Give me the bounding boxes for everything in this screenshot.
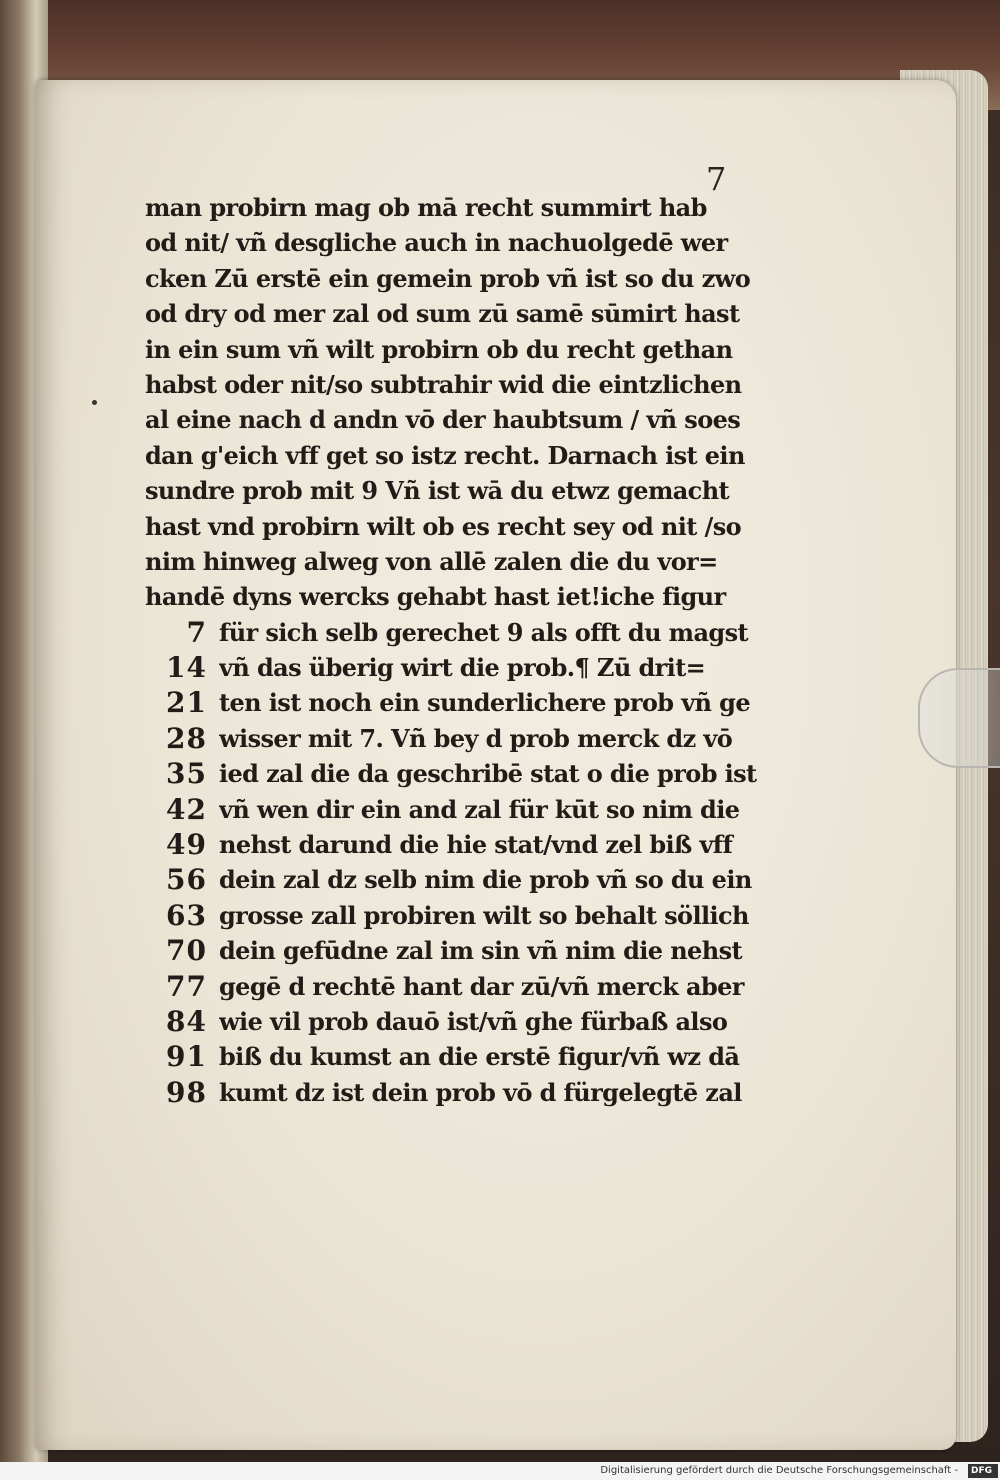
line-text: dein gefūdne zal im sin vñ nim die nehst xyxy=(219,936,742,966)
margin-number: 42 xyxy=(166,792,207,826)
line-text: grosse zall probiren wilt so behalt söllich xyxy=(219,900,749,930)
text-line xyxy=(145,402,785,437)
text-line xyxy=(145,296,785,331)
text-line xyxy=(145,332,785,367)
line-text: wie vil prob dauō ist/vñ ghe fürbaß also xyxy=(219,1006,728,1036)
margin-number: 84 xyxy=(166,1004,207,1038)
margin-number: 49 xyxy=(166,828,207,862)
text-line xyxy=(145,650,785,685)
text-line xyxy=(145,190,785,225)
line-text: kumt dz ist dein prob vō d fürgelegtē zal xyxy=(219,1077,742,1107)
text-line xyxy=(145,509,785,544)
text-line xyxy=(145,438,785,473)
margin-number: 21 xyxy=(166,686,207,720)
line-text: vñ wen dir ein and zal für kūt so nim die xyxy=(219,794,740,824)
line-text: man probirn mag ob mā recht summirt hab xyxy=(145,193,707,222)
text-line xyxy=(145,827,785,862)
line-text: od nit/ vñ desgliche auch in nachuolgedē wer xyxy=(145,228,728,258)
line-text: nim hinweg alweg von allē zalen die du vor= xyxy=(145,546,718,576)
digitization-footer xyxy=(0,1462,1000,1480)
line-text: dan g'eich vff get so istz recht. Darnach ist ein xyxy=(145,440,745,470)
line-text: vñ das überig wirt die prob.¶ Zū drit= xyxy=(219,653,706,683)
line-text: dein zal dz selb nim die prob vñ so du ein xyxy=(219,865,752,895)
text-line xyxy=(145,473,785,508)
text-line xyxy=(145,721,785,756)
margin-number: 28 xyxy=(166,721,207,755)
text-line xyxy=(145,544,785,579)
margin-number: 63 xyxy=(166,898,207,932)
margin-number: 98 xyxy=(166,1075,207,1109)
margin-number: 7 xyxy=(186,615,207,649)
dfg-logo-icon: DFG xyxy=(968,1464,998,1478)
text-line xyxy=(145,756,785,791)
page-number: 7 xyxy=(706,160,727,198)
margin-number: 56 xyxy=(166,863,207,897)
text-line xyxy=(145,1004,785,1039)
ink-spot xyxy=(92,400,97,405)
text-line xyxy=(145,862,785,897)
text-line xyxy=(145,579,785,614)
text-block xyxy=(145,190,785,1110)
text-line xyxy=(145,261,785,296)
line-text: handē dyns wercks gehabt hast iet!iche figur xyxy=(145,582,726,612)
line-text: biß du kumst an die erstē figur/vñ wz dā xyxy=(219,1042,740,1072)
line-text: od dry od mer zal od sum zū samē sūmirt hast xyxy=(145,299,740,329)
text-line xyxy=(145,933,785,968)
margin-number: 91 xyxy=(166,1040,207,1074)
line-text: nehst darund die hie stat/vnd zel biß vff xyxy=(219,830,733,860)
margin-number: 35 xyxy=(166,757,207,791)
text-line xyxy=(145,898,785,933)
text-line xyxy=(145,1075,785,1110)
line-text: wisser mit 7. Vñ bey d prob merck dz vō xyxy=(219,723,733,753)
line-text: al eine nach d andn vō der haubtsum / vñ soes xyxy=(145,405,741,435)
line-text: hast vnd probirn wilt ob es recht sey od nit /so xyxy=(145,511,742,541)
page-clip xyxy=(918,668,1000,768)
text-line xyxy=(145,792,785,827)
text-line xyxy=(145,1039,785,1074)
text-line xyxy=(145,367,785,402)
line-text: für sich selb gerechet 9 als offt du magst xyxy=(219,617,748,647)
margin-number: 14 xyxy=(166,651,207,685)
line-text: ten ist noch ein sunderlichere prob vñ ge xyxy=(219,688,751,718)
text-line xyxy=(145,685,785,720)
line-text: cken Zū erstē ein gemein prob vñ ist so du zwo xyxy=(145,263,751,293)
text-line xyxy=(145,225,785,260)
text-line xyxy=(145,969,785,1004)
text-line xyxy=(145,615,785,650)
line-text: gegē d rechtē hant dar zū/vñ merck aber xyxy=(219,971,744,1001)
line-text: sundre prob mit 9 Vñ ist wā du etwz gemacht xyxy=(145,476,730,506)
line-text: ied zal die da geschribē stat o die prob ist xyxy=(219,759,757,789)
line-text: in ein sum vñ wilt probirn ob du recht gethan xyxy=(145,334,733,364)
margin-number: 77 xyxy=(166,969,207,1003)
footer-credit: Digitalisierung gefördert durch die Deutsche Forschungsgemeinschaft - xyxy=(600,1465,958,1476)
margin-number: 70 xyxy=(166,934,207,968)
line-text: habst oder nit/so subtrahir wid die eintzlichen xyxy=(145,369,742,399)
